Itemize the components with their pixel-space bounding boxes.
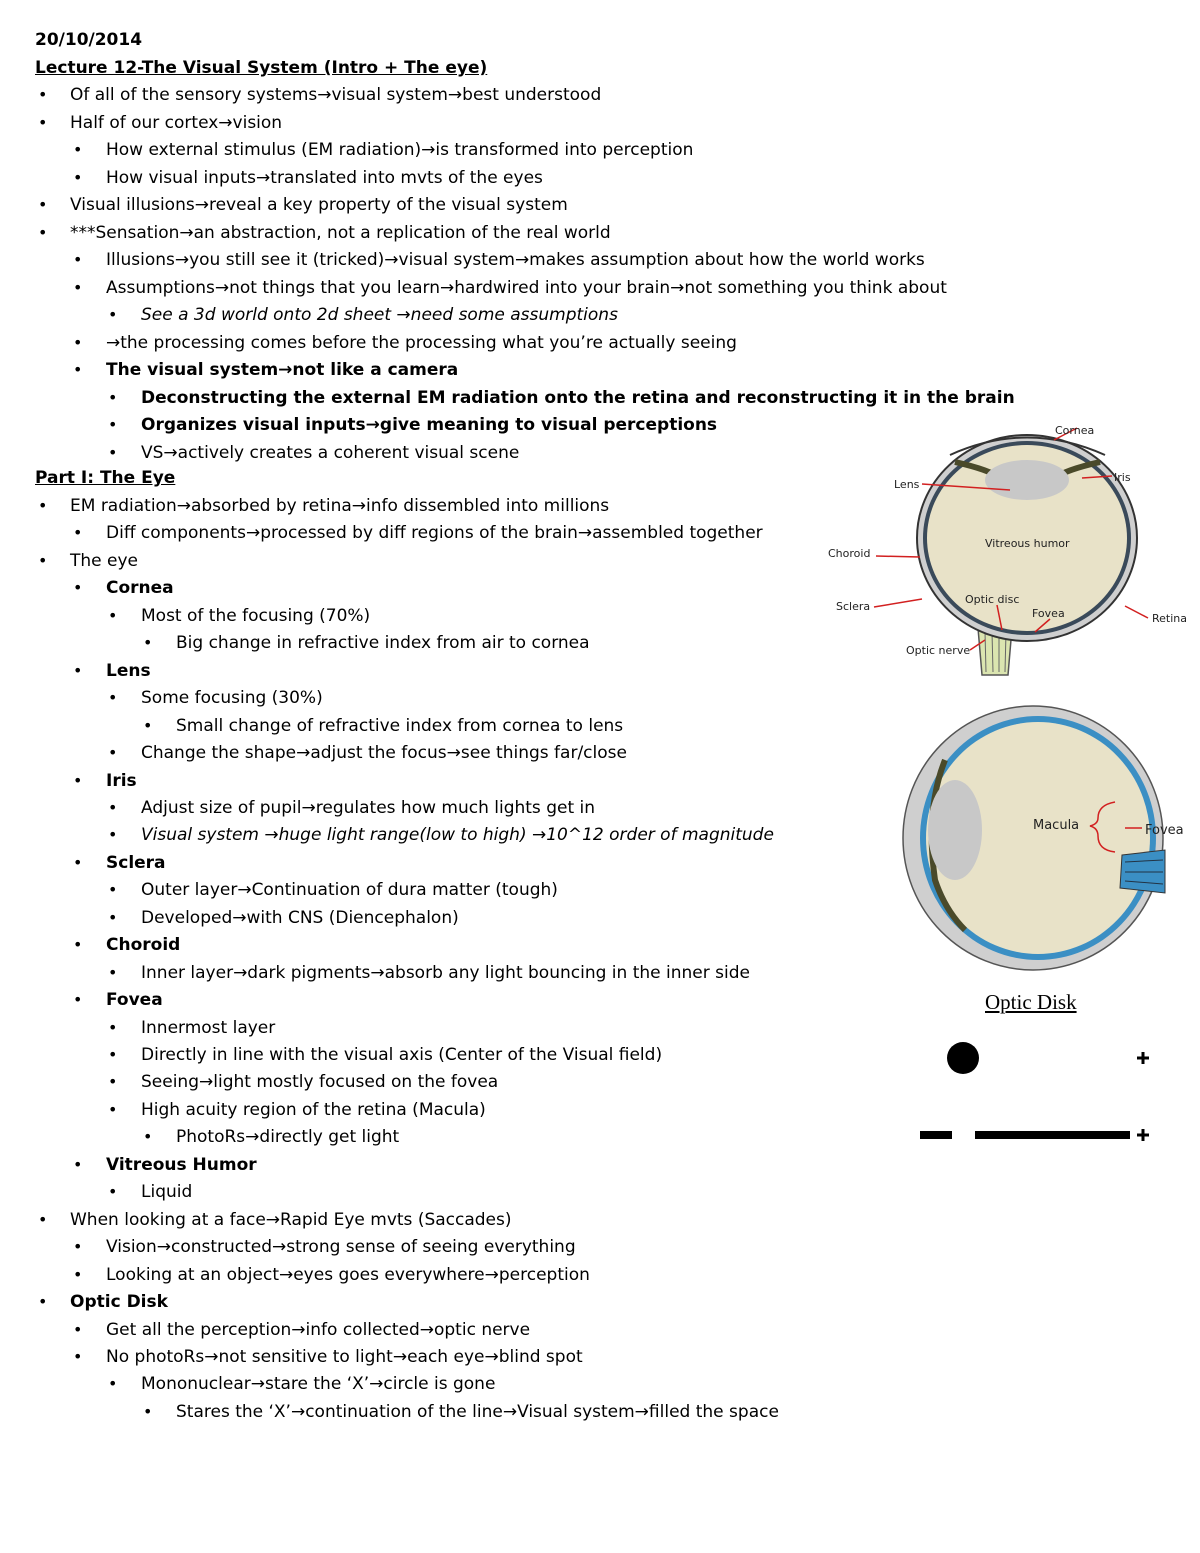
bullet: • <box>143 1401 153 1421</box>
bullet: • <box>108 743 118 763</box>
note-line: Developed→with CNS (Diencephalon) <box>141 907 459 928</box>
bullet: • <box>73 935 83 955</box>
part-heading: Part I: The Eye <box>35 468 176 488</box>
blind-spot-test <box>915 1035 1155 1150</box>
bullet: • <box>38 550 48 570</box>
plus-icon <box>1137 1129 1149 1141</box>
bullet: • <box>143 1127 153 1147</box>
note-line: Inner layer→dark pigments→absorb any light bouncing in the inner side <box>141 962 750 983</box>
note-line: Fovea <box>106 990 163 1011</box>
note-line: Most of the focusing (70%) <box>141 605 371 626</box>
note-line: How external stimulus (EM radiation)→is transformed into perception <box>106 140 694 160</box>
bullet: • <box>73 1346 83 1366</box>
note-line: Half of our cortex→vision <box>70 112 283 133</box>
note-line: Organizes visual inputs→give meaning to visual perceptions <box>141 415 718 435</box>
bullet: • <box>73 770 83 790</box>
label-retina: Retina <box>1152 612 1187 625</box>
bullet: • <box>73 1237 83 1257</box>
note-line: Innermost layer <box>141 1017 276 1038</box>
bullet: • <box>73 660 83 680</box>
label-sclera: Sclera <box>836 600 871 613</box>
note-line: ***Sensation→an abstraction, not a replication of the real world <box>70 222 611 243</box>
note-line: Iris <box>106 770 137 791</box>
label-choroid: Choroid <box>828 547 871 560</box>
eye2-lens-shape <box>928 780 982 880</box>
plus-icon <box>1137 1052 1149 1064</box>
bullet: • <box>38 195 48 214</box>
eye-diagram-2 <box>895 700 1195 985</box>
bullet: • <box>108 605 118 625</box>
note-line: High acuity region of the retina (Macula) <box>141 1099 486 1120</box>
bullet: • <box>108 688 118 708</box>
note-line: Choroid <box>106 935 181 956</box>
bullet: • <box>38 85 48 104</box>
note-line: Sclera <box>106 852 166 873</box>
bullet: • <box>108 1182 118 1202</box>
note-line: Cornea <box>106 578 174 599</box>
note-line: Directly in line with the visual axis (Center of the Visual field) <box>141 1045 663 1065</box>
note-line: Small change of refractive index from cornea to lens <box>176 715 624 736</box>
note-line: Some focusing (30%) <box>141 688 323 709</box>
long-bar <box>975 1131 1130 1139</box>
label-macula: Macula <box>1033 818 1080 833</box>
label-lens: Lens <box>894 478 920 491</box>
label-cornea: Cornea <box>1055 424 1095 437</box>
bullet: • <box>108 1072 118 1092</box>
bullet: • <box>73 990 83 1010</box>
note-line: Lens <box>106 660 151 681</box>
note-line: Visual system →huge light range(low to high) →10^12 order of magnitude <box>141 825 774 846</box>
bullet: • <box>38 496 48 515</box>
note-line: How visual inputs→translated into mvts of the eyes <box>106 167 543 188</box>
bullet: • <box>38 1292 48 1312</box>
bullet: • <box>73 852 83 872</box>
label-fovea-2: Fovea <box>1145 823 1184 838</box>
note-line: The eye <box>70 550 138 571</box>
bullet: • <box>73 578 83 598</box>
note-line: Change the shape→adjust the focus→see things far/close <box>141 743 627 764</box>
note-line: Deconstructing the external EM radiation onto the retina and reconstructing it in the brain <box>141 387 1015 408</box>
note-line: Illusions→you still see it (tricked)→visual system→makes assumption about how the world works <box>106 250 925 270</box>
note-line: Mononuclear→stare the ‘X’→circle is gone <box>141 1374 496 1395</box>
note-line: Vision→constructed→strong sense of seeing everything <box>106 1237 576 1258</box>
bullet: • <box>73 250 83 269</box>
note-line: PhotoRs→directly get light <box>176 1127 400 1148</box>
bullet: • <box>143 715 153 735</box>
note-line: Vitreous Humor <box>106 1154 257 1175</box>
note-line: Get all the perception→info collected→optic nerve <box>106 1319 531 1340</box>
note-line: Adjust size of pupil→regulates how much lights get in <box>141 797 596 818</box>
label-optic-disc: Optic disc <box>965 593 1020 606</box>
note-line: VS→actively creates a coherent visual scene <box>141 442 520 463</box>
bullet: • <box>108 1374 118 1394</box>
bullet: • <box>73 332 83 352</box>
label-optic-nerve: Optic nerve <box>906 644 971 657</box>
note-line: See a 3d world onto 2d sheet →need some assumptions <box>141 305 618 325</box>
note-line: Looking at an object→eyes goes everywhere→perception <box>106 1264 590 1285</box>
bullet: • <box>108 305 118 324</box>
lens-shape <box>985 460 1069 500</box>
bullet: • <box>108 1099 118 1119</box>
note-line: Diff components→processed by diff regions of the brain→assembled together <box>106 523 763 544</box>
bullet: • <box>73 1264 83 1284</box>
label-vitreous: Vitreous humor <box>985 537 1070 550</box>
lecture-title: Lecture 12-The Visual System (Intro + The eye) <box>35 58 488 78</box>
short-dash <box>920 1131 952 1139</box>
note-line: EM radiation→absorbed by retina→info dissembled into millions <box>70 496 610 516</box>
bullet: • <box>108 415 118 434</box>
bullet: • <box>108 1045 118 1064</box>
note-line: →the processing comes before the processing what you’re actually seeing <box>106 332 737 353</box>
bullet: • <box>108 880 118 900</box>
bullet: • <box>108 825 118 845</box>
note-line: Assumptions→not things that you learn→hardwired into your brain→not something you think about <box>106 277 947 298</box>
note-line: The visual system→not like a camera <box>106 360 459 380</box>
note-line: Stares the ‘X’→continuation of the line→Visual system→filled the space <box>176 1401 779 1422</box>
bullet: • <box>108 962 118 982</box>
bullet: • <box>38 112 48 132</box>
bullet: • <box>73 277 83 297</box>
bullet: • <box>73 360 83 379</box>
note-line: No photoRs→not sensitive to light→each eye→blind spot <box>106 1346 583 1367</box>
bullet: • <box>73 1154 83 1174</box>
bullet: • <box>38 222 48 242</box>
bullet: • <box>73 523 83 543</box>
note-line: Of all of the sensory systems→visual system→best understood <box>70 85 602 105</box>
note-line: Outer layer→Continuation of dura matter (tough) <box>141 880 558 901</box>
blind-spot-circle <box>947 1042 979 1074</box>
bullet: • <box>108 1017 118 1037</box>
bullet: • <box>73 1319 83 1339</box>
bullet: • <box>108 907 118 927</box>
label-iris: Iris <box>1114 471 1131 484</box>
note-line: Liquid <box>141 1182 193 1203</box>
bullet: • <box>108 387 118 407</box>
bullet: • <box>108 797 118 817</box>
bullet: • <box>73 167 83 187</box>
note-line: Visual illusions→reveal a key property of the visual system <box>70 195 568 215</box>
label-fovea: Fovea <box>1032 607 1065 620</box>
optic-disk-title: Optic Disk <box>985 990 1077 1014</box>
date: 20/10/2014 <box>35 30 143 50</box>
bullet: • <box>38 1209 48 1229</box>
eye-diagram-1 <box>820 420 1195 680</box>
note-line: Seeing→light mostly focused on the fovea <box>141 1072 499 1093</box>
bullet: • <box>143 633 153 653</box>
note-line: When looking at a face→Rapid Eye mvts (Saccades) <box>70 1209 512 1230</box>
bullet: • <box>73 140 83 159</box>
note-line: Optic Disk <box>70 1292 168 1313</box>
note-line: Big change in refractive index from air to cornea <box>176 633 590 654</box>
bullet: • <box>108 442 118 462</box>
